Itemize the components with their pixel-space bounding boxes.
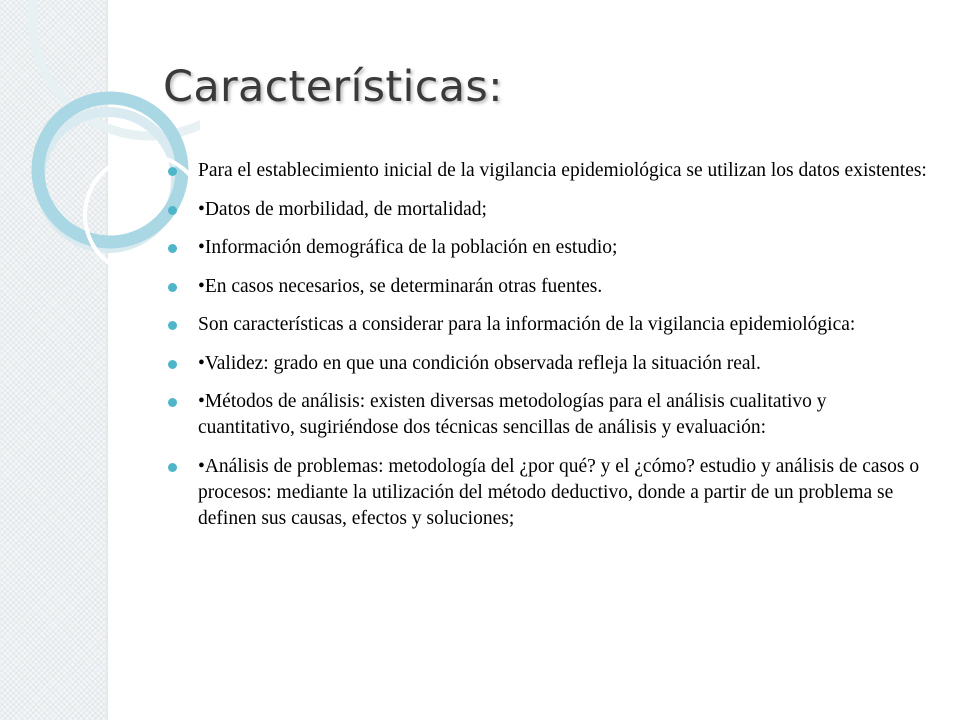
bullet-text: •En casos necesarios, se determinarán otras fuentes.	[198, 275, 603, 297]
slide-title: Características:	[163, 62, 503, 112]
bullet-dot-icon	[168, 398, 177, 407]
bullet-dot-icon	[168, 321, 177, 330]
bullet-dot-icon	[168, 463, 177, 472]
bullet-dot-icon	[168, 283, 177, 292]
bullet-item	[168, 351, 928, 377]
bullet-item	[168, 274, 928, 300]
bullet-dot-icon	[168, 244, 177, 253]
decorative-circle-bold	[38, 98, 182, 242]
bullet-item	[168, 235, 928, 261]
bullet-text: •Métodos de análisis: existen diversas metodologías para el análisis cualitativo y cuantitativo, sugiriéndose dos técnicas sencillas de análisis y evaluación:	[198, 391, 827, 438]
bullet-text: •Validez: grado en que una condición observada refleja la situación real.	[198, 352, 761, 374]
bullet-dot-icon	[168, 206, 177, 215]
bullet-list	[168, 158, 928, 544]
bullet-text: •Datos de morbilidad, de mortalidad;	[198, 198, 487, 220]
bullet-item	[168, 197, 928, 223]
bullet-item	[168, 454, 928, 532]
bullet-item	[168, 389, 928, 441]
bullet-text: Son características a considerar para la información de la vigilancia epidemiológica:	[198, 314, 856, 335]
bullet-text: •Información demográfica de la población en estudio;	[198, 237, 618, 258]
bullet-text: •Análisis de problemas: metodología del ¿por qué? y el ¿cómo? estudio y análisis de casos o procesos: mediante la utilización del método deductivo, donde a partir de un problema se definen sus causas, efectos y soluciones;	[198, 455, 920, 529]
bullet-dot-icon	[168, 167, 177, 176]
bullet-item	[168, 158, 928, 184]
bullet-dot-icon	[168, 360, 177, 369]
bullet-text: Para el establecimiento inicial de la vigilancia epidemiológica se utilizan los datos existentes:	[198, 160, 927, 181]
bullet-item	[168, 312, 928, 338]
